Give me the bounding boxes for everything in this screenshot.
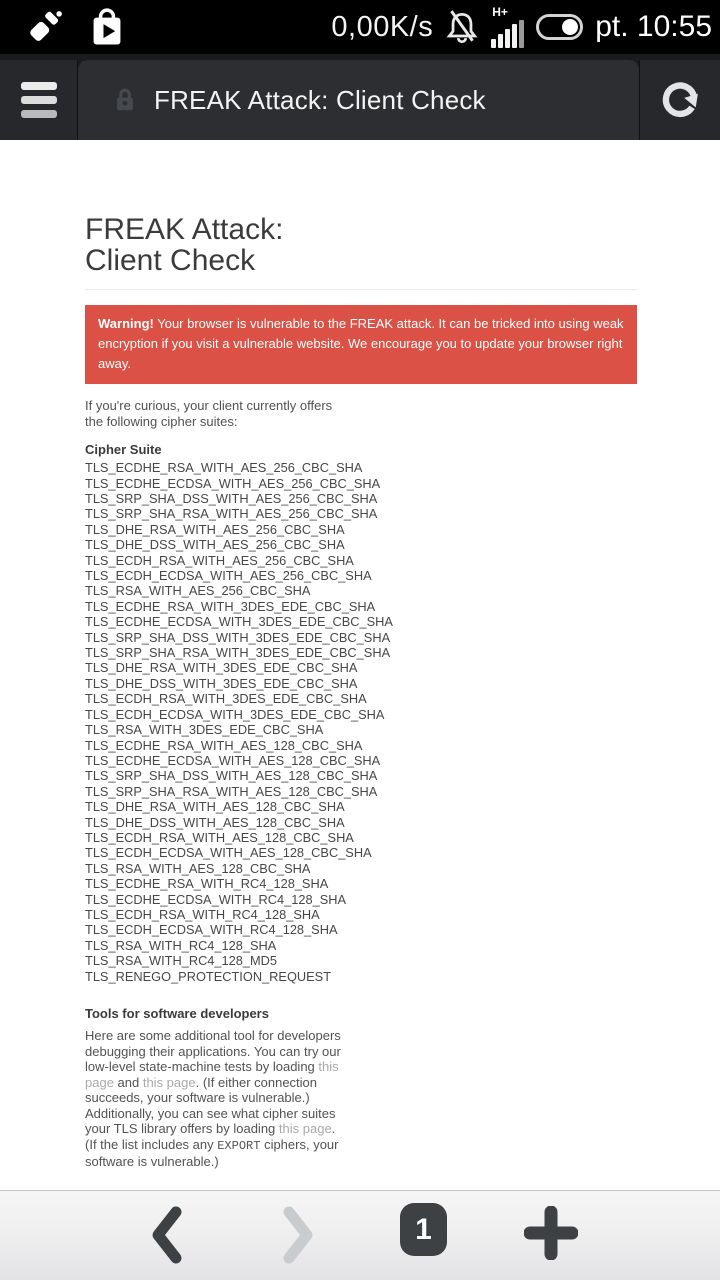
cipher-suite-item: TLS_ECDHE_ECDSA_WITH_AES_128_CBC_SHA bbox=[85, 752, 381, 768]
cipher-suite-item: TLS_DHE_RSA_WITH_3DES_EDE_CBC_SHA bbox=[85, 660, 358, 676]
cipher-suite-item: TLS_ECDHE_RSA_WITH_RC4_128_SHA bbox=[85, 876, 329, 892]
cipher-suite-item: TLS_DHE_DSS_WITH_3DES_EDE_CBC_SHA bbox=[85, 675, 358, 691]
warning-label: Warning! bbox=[98, 316, 154, 331]
play-store-notification-icon bbox=[88, 6, 126, 48]
page-content bbox=[0, 140, 720, 1170]
menu-button[interactable] bbox=[0, 60, 78, 140]
cipher-suite-item: TLS_SRP_SHA_DSS_WITH_AES_256_CBC_SHA bbox=[85, 491, 378, 506]
cipher-suite-item: TLS_ECDH_ECDSA_WITH_3DES_EDE_CBC_SHA bbox=[85, 706, 385, 722]
cipher-suite-item: TLS_RSA_WITH_AES_128_CBC_SHA bbox=[85, 860, 311, 876]
cipher-suite-item: TLS_ECDHE_RSA_WITH_AES_128_CBC_SHA bbox=[85, 737, 363, 753]
clean-brush-notification-icon bbox=[26, 7, 66, 47]
cipher-suite-item: TLS_SRP_SHA_RSA_WITH_3DES_EDE_CBC_SHA bbox=[85, 645, 391, 661]
cipher-suite-item: TLS_ECDH_RSA_WITH_RC4_128_SHA bbox=[85, 906, 320, 922]
hamburger-icon bbox=[21, 82, 57, 90]
clock: pt. 10:55 bbox=[595, 10, 712, 43]
cipher-suite-item: TLS_ECDH_ECDSA_WITH_AES_128_CBC_SHA bbox=[85, 845, 372, 861]
cipher-suite-item: TLS_ECDH_ECDSA_WITH_RC4_128_SHA bbox=[85, 922, 338, 938]
cipher-suite-item: TLS_ECDHE_ECDSA_WITH_RC4_128_SHA bbox=[85, 891, 347, 907]
cipher-suite-item: TLS_RSA_WITH_AES_256_CBC_SHA bbox=[85, 583, 311, 599]
notifications-muted-icon bbox=[445, 8, 479, 46]
url-bar[interactable] bbox=[78, 60, 639, 140]
cipher-suite-item: TLS_SRP_SHA_DSS_WITH_3DES_EDE_CBC_SHA bbox=[85, 629, 391, 645]
developer-tools-heading: Tools for software developers bbox=[85, 1006, 269, 1021]
test-link-2[interactable]: this page bbox=[142, 1074, 196, 1090]
cipher-suite-item: TLS_RSA_WITH_3DES_EDE_CBC_SHA bbox=[85, 722, 324, 738]
tab-count: 1 bbox=[415, 1212, 432, 1246]
cipher-suite-item: TLS_SRP_SHA_RSA_WITH_AES_128_CBC_SHA bbox=[85, 783, 378, 799]
test-link-1[interactable]: this page bbox=[85, 1059, 339, 1090]
intro-paragraph: If you're curious, your client currently offers the following cipher suites: bbox=[85, 398, 333, 429]
cipher-suite-item: TLS_DHE_RSA_WITH_AES_256_CBC_SHA bbox=[85, 521, 345, 537]
cipher-suite-item: TLS_SRP_SHA_RSA_WITH_AES_256_CBC_SHA bbox=[85, 506, 378, 522]
cipher-suite-item: TLS_ECDHE_RSA_WITH_3DES_EDE_CBC_SHA bbox=[85, 598, 376, 614]
cipher-suite-item: TLS_ECDHE_ECDSA_WITH_3DES_EDE_CBC_SHA bbox=[85, 614, 393, 630]
cipher-suite-item: TLS_DHE_DSS_WITH_AES_128_CBC_SHA bbox=[85, 814, 345, 830]
network-speed: 0,00K/s bbox=[331, 10, 434, 43]
cipher-suite-item: TLS_ECDH_RSA_WITH_AES_256_CBC_SHA bbox=[85, 552, 354, 568]
page-title: FREAK Attack: Client Check bbox=[154, 84, 486, 115]
cipher-suite-item: TLS_ECDHE_RSA_WITH_AES_256_CBC_SHA bbox=[85, 460, 363, 476]
vulnerability-warning-banner bbox=[85, 305, 637, 384]
cipher-suite-item: TLS_RENEGO_PROTECTION_REQUEST bbox=[85, 968, 332, 984]
cipher-suite-item: TLS_ECDHE_ECDSA_WITH_AES_256_CBC_SHA bbox=[85, 475, 381, 491]
heading-divider bbox=[85, 289, 637, 290]
back-button[interactable] bbox=[147, 1205, 187, 1270]
new-tab-button[interactable] bbox=[524, 1206, 578, 1265]
cipher-suite-item: TLS_SRP_SHA_DSS_WITH_AES_128_CBC_SHA bbox=[85, 768, 378, 784]
cipher-suite-item: TLS_ECDH_RSA_WITH_AES_128_CBC_SHA bbox=[85, 829, 354, 845]
browser-toolbar bbox=[0, 54, 720, 140]
export-code-text: EXPORT bbox=[217, 1138, 261, 1153]
cipher-suite-item: TLS_ECDH_RSA_WITH_3DES_EDE_CBC_SHA bbox=[85, 691, 367, 707]
status-bar-indicators bbox=[331, 6, 712, 48]
cipher-suite-heading: Cipher Suite bbox=[85, 442, 162, 458]
plus-icon bbox=[524, 1206, 578, 1260]
web-page-viewport bbox=[0, 140, 720, 1190]
cipher-suite-list bbox=[85, 460, 637, 984]
forward-button-disabled[interactable] bbox=[278, 1205, 318, 1270]
developer-tools-paragraph: Here are some additional tool for developers debugging their applications. You can try our low-level state-machine tests by loading this page and this page. (If either connection succeeds, your software is vulnerable.) Additionally, you can see what cipher suites your TLS library offers by loading this page. (If the list includes any EXPORT ciphers, your software is vulnerable.) bbox=[85, 1028, 341, 1169]
status-bar bbox=[0, 0, 720, 54]
cipher-suite-item: TLS_DHE_DSS_WITH_AES_256_CBC_SHA bbox=[85, 537, 345, 553]
warning-text: Your browser is vulnerable to the FREAK attack. It can be tricked into using weak encryption if you visit a vulnerable website. We encourage you to update your browser right away. bbox=[98, 316, 624, 371]
page-heading: FREAK Attack: Client Check bbox=[85, 213, 284, 277]
cipher-suite-item: TLS_ECDH_ECDSA_WITH_AES_256_CBC_SHA bbox=[85, 568, 372, 584]
lock-icon bbox=[112, 84, 138, 116]
back-chevron-icon bbox=[147, 1205, 187, 1265]
cipher-suite-item: TLS_RSA_WITH_RC4_128_SHA bbox=[85, 937, 277, 953]
reload-icon bbox=[659, 79, 701, 121]
cipher-suite-item: TLS_DHE_RSA_WITH_AES_128_CBC_SHA bbox=[85, 799, 345, 815]
cipher-suites-link[interactable]: this page bbox=[278, 1121, 332, 1136]
forward-chevron-icon bbox=[278, 1205, 318, 1265]
cipher-suite-item: TLS_RSA_WITH_RC4_128_MD5 bbox=[85, 953, 278, 969]
status-bar-notifications bbox=[26, 6, 126, 48]
tabs-button[interactable] bbox=[400, 1203, 447, 1256]
signal-bars-icon bbox=[491, 20, 524, 48]
browser-bottom-nav bbox=[0, 1190, 720, 1280]
battery-icon bbox=[536, 14, 583, 40]
network-type-label: H+ bbox=[492, 5, 508, 19]
cell-signal-icon bbox=[491, 6, 524, 48]
reload-button[interactable] bbox=[639, 60, 720, 140]
